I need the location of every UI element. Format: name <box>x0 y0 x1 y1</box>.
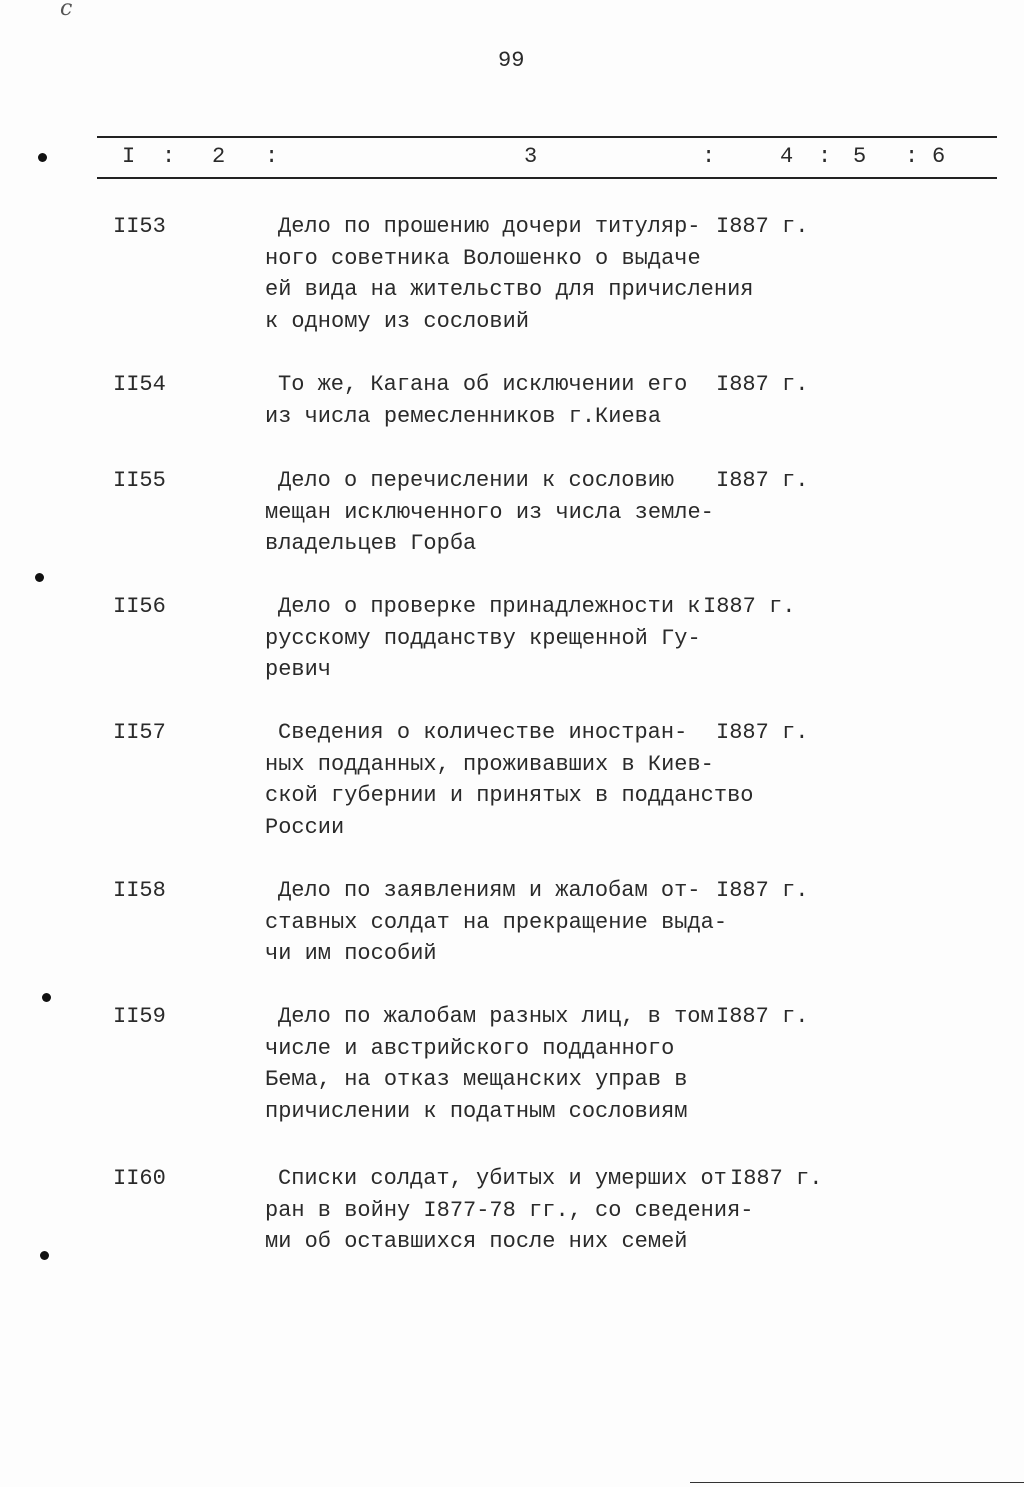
punch-hole <box>35 573 44 582</box>
description-line: ных подданных, проживавших в Киев- <box>265 751 714 777</box>
description-line: к одному из сословий <box>265 308 530 334</box>
bottom-rule <box>690 1482 1024 1483</box>
header-col-6: 6 <box>932 144 946 169</box>
header-col-5: 5 <box>853 144 867 169</box>
description-line: ного советника Волошенко о выдаче <box>265 245 701 271</box>
entry-description <box>265 591 701 686</box>
entry-year: I887 г. <box>716 878 809 903</box>
description-line: числе и австрийского подданного <box>265 1035 675 1061</box>
header-col-2: 2 <box>212 144 226 169</box>
entry-number: II53 <box>113 214 166 239</box>
punch-hole <box>40 1251 49 1260</box>
header-sep: : <box>162 144 176 169</box>
entry-year: I887 г. <box>716 1004 809 1029</box>
description-line: Дело о перечислении к сословию <box>278 468 675 493</box>
entry-number: II60 <box>113 1166 166 1191</box>
entry-year: I887 г. <box>730 1166 823 1191</box>
description-line: из числа ремесленников г.Киева <box>265 403 662 429</box>
entry-number: II55 <box>113 468 166 493</box>
description-line: Дело по прошению дочери титуляр- <box>278 214 701 239</box>
entry-year: I887 г. <box>703 594 796 619</box>
entry-description <box>265 211 753 337</box>
entry-year: I887 г. <box>716 214 809 239</box>
description-line: Списки солдат, убитых и умерших от <box>278 1166 727 1191</box>
description-line: ей вида на жительство для причисления <box>265 277 754 302</box>
description-line: Бема, на отказ мещанских управ в <box>265 1067 688 1092</box>
entry-number: II58 <box>113 878 166 903</box>
description-line: Дело по заявлениям и жалобам от- <box>278 878 701 903</box>
entry-number: II59 <box>113 1004 166 1029</box>
entry-number: II56 <box>113 594 166 619</box>
page-number: 99 <box>498 48 525 73</box>
header-top-rule <box>97 136 997 138</box>
description-line: Дело по жалобам разных лиц, в том <box>278 1004 714 1029</box>
description-line: ми об оставшихся после них семей <box>265 1229 688 1254</box>
entry-description <box>265 369 687 432</box>
header-sep: : <box>818 144 832 169</box>
entry-number: II54 <box>113 372 166 397</box>
description-line: чи им пособий <box>265 941 437 966</box>
header-sep: : <box>905 144 919 169</box>
entry-description <box>265 465 714 560</box>
description-line: мещан исключенного из числа земле- <box>265 499 714 525</box>
description-line: То же, Кагана об исключении его <box>278 372 688 397</box>
description-line: Сведения о количестве иностран- <box>278 720 688 745</box>
entry-year: I887 г. <box>716 372 809 397</box>
header-col-4: 4 <box>780 144 794 169</box>
entry-number: II57 <box>113 720 166 745</box>
description-line: ставных солдат на прекращение выда- <box>265 909 728 935</box>
header-col-1: I <box>122 144 136 169</box>
corner-mark: с <box>60 0 73 21</box>
description-line: русскому подданству крещенной Гу- <box>265 625 701 651</box>
entry-year: I887 г. <box>716 468 809 493</box>
header-sep: : <box>265 144 279 169</box>
entry-description <box>265 1001 714 1127</box>
punch-hole <box>38 153 47 162</box>
header-col-3: 3 <box>524 144 538 169</box>
entry-year: I887 г. <box>716 720 809 745</box>
description-line: ревич <box>265 657 332 682</box>
header-bottom-rule <box>97 177 997 179</box>
entry-description <box>265 875 727 970</box>
entry-description <box>265 1163 753 1258</box>
description-line: владельцев Горба <box>265 531 477 556</box>
description-line: ран в войну I877-78 гг., со сведения- <box>265 1197 754 1223</box>
description-line: ской губернии и принятых в подданство <box>265 783 754 808</box>
description-line: России <box>265 814 345 840</box>
punch-hole <box>42 993 51 1002</box>
description-line: причислении к податным сословиям <box>265 1098 688 1124</box>
entry-description <box>265 717 753 843</box>
header-sep: : <box>702 144 716 169</box>
description-line: Дело о проверке принадлежности к <box>278 594 701 619</box>
